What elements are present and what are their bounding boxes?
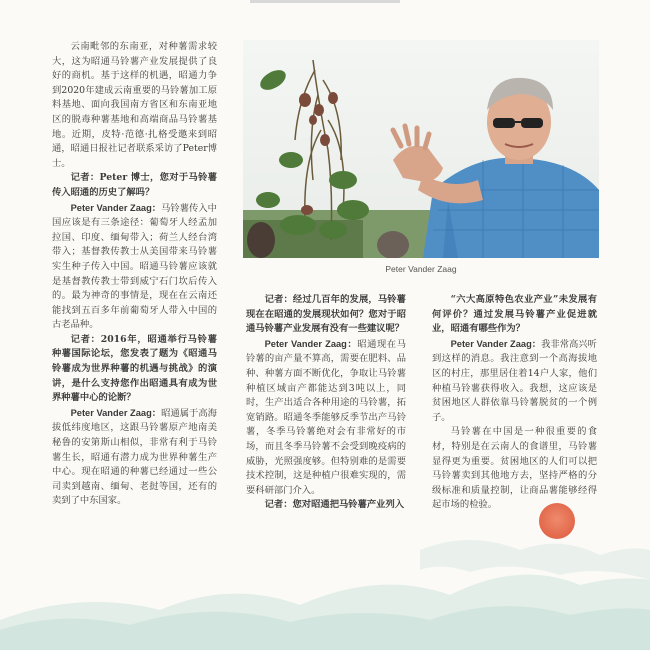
interviewee-answer [246,337,406,499]
answer-text: 昭通现在马铃薯的亩产量不算高，需要在肥料、品种、种薯方面不断优化，争取让马铃薯种植区域亩产都能达到3吨以上，同时，生产出适合各种用途的马铃薯，拓宽销路。昭通冬季能够反季节出产马铃薯，冬季马铃薯绝对会有非常好的市场，而且冬季马铃薯不会受到晚疫病的威胁，光照强度够。但特别难的是需要技术控制，这是种植户很难实现的，需要科研部门介入。 [246,338,406,496]
interviewee-answer [432,337,597,426]
reporter-question [246,293,406,337]
speaker-label: Peter Vander Zaag： [70,407,162,418]
body-paragraph: 云南毗邻的东南亚，对种薯需求较大，这为昭通马铃薯产业发展提供了良好的商机。基于这样的机遇，昭通力争到2020年建成云南重要的马铃薯加工原料基地、面向我国南方省区和东南亚地区的脱毒种薯基地和高端商品马铃薯基地。近期，皮特·范德·扎格受邀来到昭通，昭通日报社记者联系采访了Peter博士。 [52,41,217,169]
photo-caption: Peter Vander Zaag [385,264,457,274]
reporter-question [432,293,597,337]
question-text: “六大高原特色农业产业”未发展有何评价？通过发展马铃薯产业促进就业，昭通有哪些作为？ [432,294,597,335]
speaker-label: 记者： [70,172,100,184]
question-text: 2016年，昭通举行马铃薯种薯国际论坛，您发表了题为《昭通马铃薯成为世界种薯的机遇与挑战》的演讲，是什么支持您作出昭通具有成为世界种薯中心的论断？ [52,333,217,404]
question-text: 您对昭通把马铃薯产业列入 [292,499,405,511]
answer-text: 我非常高兴听到这样的消息。我注意到一个高海拔地区的村庄，那里居住着14户人家，他们种植马铃薯获得收入。我想，这应该是贫困地区人群依靠马铃薯脱贫的一个例子。 [432,338,597,423]
article-column-left [52,40,217,509]
question-text: 经过几百年的发展，马铃薯现在在昭通的发展现状如何？您对于昭通马铃薯产业发展有没有一些建议呢？ [246,294,406,335]
speaker-label: 记者： [70,333,101,345]
answer-text: 昭通属于高海拔低纬度地区，这跟马铃薯原产地南美秘鲁的安第斯山相似，非常有利于马铃薯生长，昭通有潜力成为世界种薯生产中心。现在昭通的种薯已经通过一些公司卖到越南、缅甸、老挝等国，还有的卖到了中东国家。 [52,407,217,507]
speaker-label: Peter Vander Zaag： [70,202,162,213]
answer-text: 马铃薯传入中国应该是有三条途径：葡萄牙人经孟加拉国、印度、缅甸带入；荷兰人经台湾带入；基督教传教士从美国带来马铃薯实生种子传入中国。昭通马铃薯应该就是基督教传教士带到威宁石门坎后传入的。最为神奇的事情是，现在在云南还能找到五百多年前葡萄牙人带入中国的古老品种。 [52,202,217,331]
decorative-mountain-landscape [0,510,650,650]
speaker-label: 记者： [264,294,293,305]
reporter-question [52,171,217,200]
header-rule [250,0,400,3]
reporter-question [52,333,217,406]
body-paragraph: 马铃薯在中国是一种很重要的食材，特别是在云南人的食谱里，马铃薯显得更为重要。贫困地区的人们可以把马铃薯卖到其他地方去，坚持严格的分级标准和质量控制，让商品薯能够经得起市场的检验。 [432,426,597,511]
question-text: Peter 博士，您对于马铃薯传入昭通的历史了解吗？ [52,172,217,198]
speaker-label: Peter Vander Zaag： [450,338,542,349]
article-column-right [432,293,597,513]
photo-man-holding-potato-plant [243,40,599,258]
interviewee-answer [52,201,217,333]
interview-photo [243,40,599,258]
speaker-label: Peter Vander Zaag： [264,338,358,349]
article-column-middle [246,293,406,513]
speaker-label: 记者： [264,499,293,511]
interviewee-answer [52,406,217,509]
